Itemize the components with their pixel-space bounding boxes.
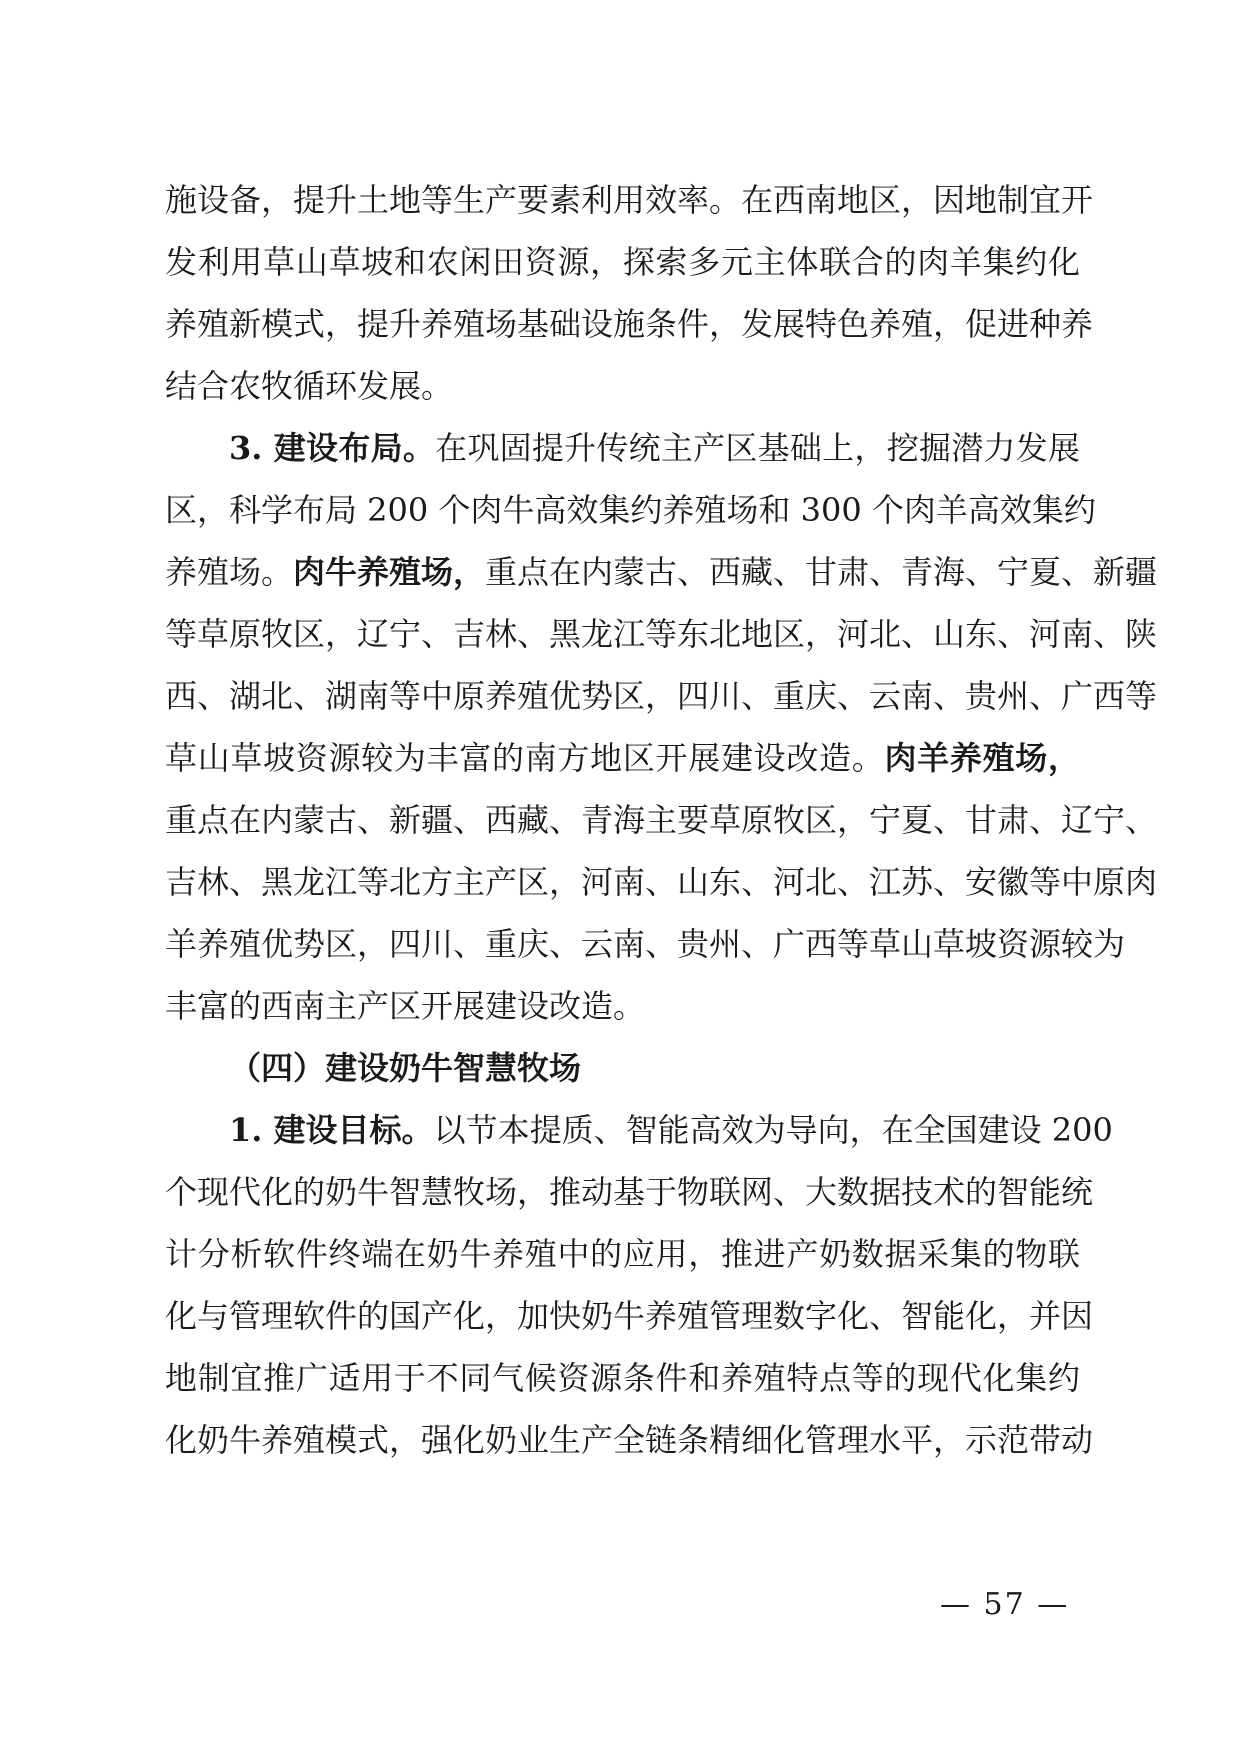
text-line: 羊养殖优势区，四川、重庆、云南、贵州、广西等草山草坡资源较为: [165, 925, 1126, 963]
text-line: 施设备，提升土地等生产要素利用效率。在西南地区，因地制宜开: [165, 181, 1094, 219]
text-line: 计分析软件终端在奶牛养殖中的应用，推进产奶数据采集的物联: [165, 1235, 1080, 1273]
section-lead-build-layout: 3. 建设布局。: [229, 429, 436, 467]
text-line: 养殖新模式，提升养殖场基础设施条件，发展特色养殖，促进种养: [165, 305, 1094, 343]
text-line: [229, 1110, 1113, 1150]
text-line: 丰富的西南主产区开展建设改造。: [165, 987, 646, 1025]
text-line: 西、湖北、湖南等中原养殖优势区，四川、重庆、云南、贵州、广西等: [165, 677, 1158, 715]
text-line: 重点在内蒙古、新疆、西藏、青海主要草原牧区，宁夏、甘肃、辽宁、: [165, 801, 1158, 839]
text-span: 以节本提质、智能高效为导向，在全国建设 200: [433, 1111, 1113, 1149]
text-span: 草山草坡资源较为丰富的南方地区开展建设改造。: [165, 739, 885, 777]
text-span: 重点在内蒙古、西藏、甘肃、青海、宁夏、新疆: [485, 553, 1158, 591]
text-line: 结合农牧循环发展。: [165, 367, 454, 405]
text-line: 个现代化的奶牛智慧牧场，推动基于物联网、大数据技术的智能统: [165, 1173, 1094, 1211]
text-line: 化奶牛养殖模式，强化奶业生产全链条精细化管理水平，示范带动: [165, 1421, 1094, 1459]
text-line: [165, 552, 1158, 592]
text-line: 发利用草山草坡和农闲田资源，探索多元主体联合的肉羊集约化: [165, 243, 1080, 281]
section-heading: （四）建设奶牛智慧牧场: [229, 1049, 582, 1087]
text-line: 区，科学布局 200 个肉牛高效集约养殖场和 300 个肉羊高效集约: [165, 491, 1096, 529]
text-line: 吉林、黑龙江等北方主产区，河南、山东、河北、江苏、安徽等中原肉: [165, 863, 1158, 901]
bold-term-beef-cattle-farm: 肉牛养殖场，: [293, 553, 486, 591]
page-number: — 57 —: [940, 1587, 1070, 1622]
text-line: 化与管理软件的国产化，加快奶牛养殖管理数字化、智能化，并因: [165, 1297, 1094, 1335]
bold-term-mutton-sheep-farm: 肉羊养殖场，: [884, 739, 1080, 777]
text-line: 地制宜推广适用于不同气候资源条件和养殖特点等的现代化集约: [165, 1359, 1080, 1397]
text-span: 养殖场。: [165, 553, 294, 591]
section-lead-build-goal: 1. 建设目标。: [229, 1111, 434, 1149]
text-span: 在巩固提升传统主产区基础上，挖掘潜力发展: [435, 429, 1080, 467]
text-line: [165, 738, 1080, 778]
text-line: [229, 428, 1080, 468]
text-line: 等草原牧区，辽宁、吉林、黑龙江等东北地区，河北、山东、河南、陕: [165, 615, 1158, 653]
